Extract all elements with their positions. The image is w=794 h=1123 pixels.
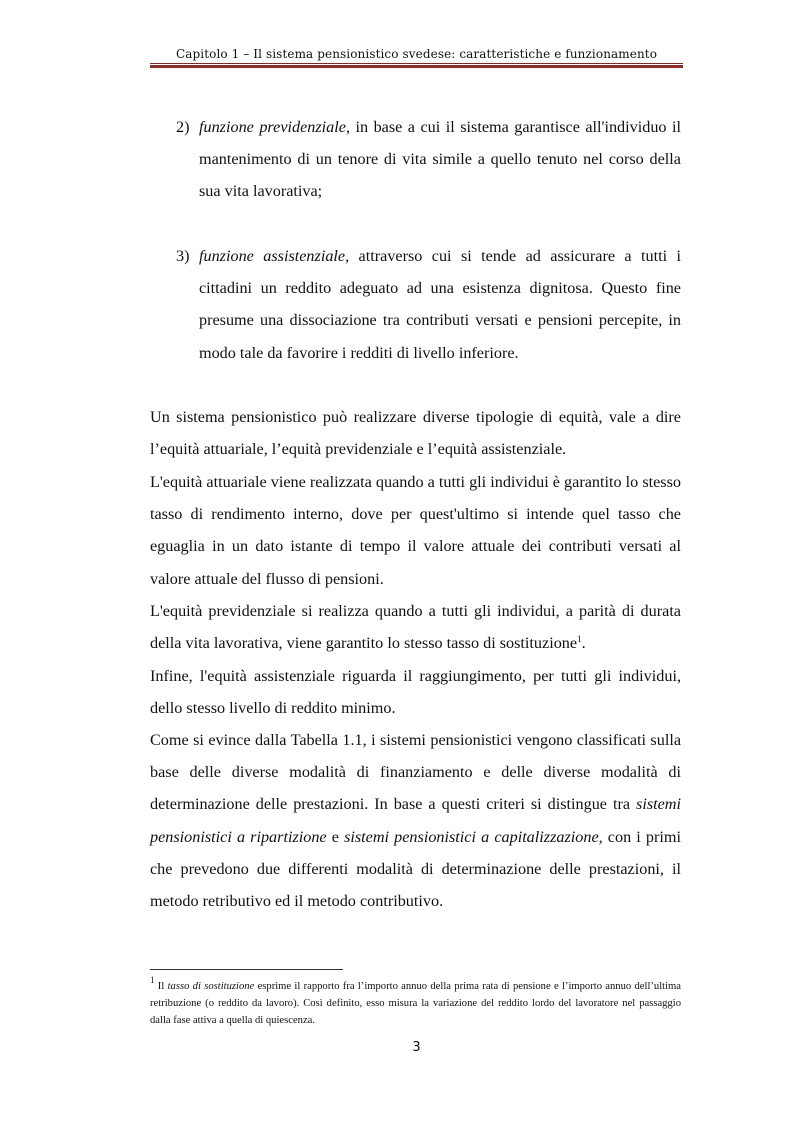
paragraph-text: Come si evince dalla Tabella 1.1, i sistemi pensionistici vengono classificati sulla base delle diverse modalità di finanziamento e delle diverse modalità di determinazione delle prestazioni. In base a questi criteri si distingue tra [150, 731, 681, 814]
footnote-term: tasso di sostituzione [167, 981, 255, 992]
list-text [199, 111, 681, 208]
page-number: 3 [412, 1040, 421, 1055]
list-term: funzione assistenziale [199, 247, 346, 265]
running-header: Capitolo 1 – Il sistema pensionistico svedese: caratteristiche e funzionamento [175, 47, 658, 61]
list-body: , attraverso cui si tende ad assicurare a tutti i cittadini un reddito adeguato ad una esistenza dignitosa. Questo fine presume una dissociazione tra contributi versati e pensioni percepite, in modo tale da favorire i redditi di livello inferiore. [199, 247, 681, 362]
paragraph: L'equità attuariale viene realizzata quando a tutti gli individui è garantito lo stesso tasso di rendimento interno, dove per quest'ultimo si intende quel tasso che eguaglia in un dato istante di tempo il valore attuale dei contributi versati al valore attuale del flusso di pensioni. [150, 473, 681, 588]
footnote-reference: 1 [577, 634, 582, 645]
list-number: 3) [176, 247, 190, 265]
paragraph-end: . [581, 634, 586, 653]
list-item [176, 240, 681, 369]
header-rule-thick [150, 65, 683, 68]
list-text [199, 240, 681, 369]
paragraph: Un sistema pensionistico può realizzare diverse tipologie di equità, vale a dire l’equità attuariale, l’equità previdenziale e l’equità assistenziale. [150, 408, 681, 459]
list-term: funzione previdenziale [199, 118, 346, 136]
paragraph: Infine, l'equità assistenziale riguarda il raggiungimento, per tutti gli individui, dello stesso livello di reddito minimo. [150, 667, 681, 718]
paragraph-text: e [326, 827, 345, 846]
footnote-mark: 1 [150, 975, 155, 985]
paragraph [150, 595, 681, 659]
header-rule-thin [150, 63, 683, 64]
list-item [176, 111, 681, 208]
paragraph-text: con i primi che prevedono due differenti modalità di determinazione delle prestazioni, il metodo retributivo ed il metodo contributivo. [150, 827, 681, 911]
footnote [150, 975, 681, 1029]
term-capitalizzazione: sistemi pensionistici a capitalizzazione, [344, 827, 603, 846]
list-number: 2) [176, 118, 190, 136]
paragraph [150, 724, 681, 917]
paragraph-text: L'equità previdenziale si realizza quando a tutti gli individui, a parità di durata della vita lavorativa, viene garantito lo stesso tasso di sostituzione [150, 602, 681, 653]
term-ripartizione: sistemi pensionistici a ripartizione [150, 795, 681, 846]
footnote-lead: Il [154, 981, 168, 992]
footnote-separator [150, 969, 343, 970]
list-body: , in base a cui il sistema garantisce all'individuo il mantenimento di un tenore di vita simile a quello tenuto nel corso della sua vita lavorativa; [199, 118, 681, 201]
footnote-text: esprime il rapporto fra l’importo annuo della prima rata di pensione e l’importo annuo dell’ultima retribuzione (o reddito da lavoro). Così definito, esso misura la variazione del reddito lordo del lavoratore nel passaggio dalla fase attiva a quella di quiescenza. [150, 981, 681, 1026]
